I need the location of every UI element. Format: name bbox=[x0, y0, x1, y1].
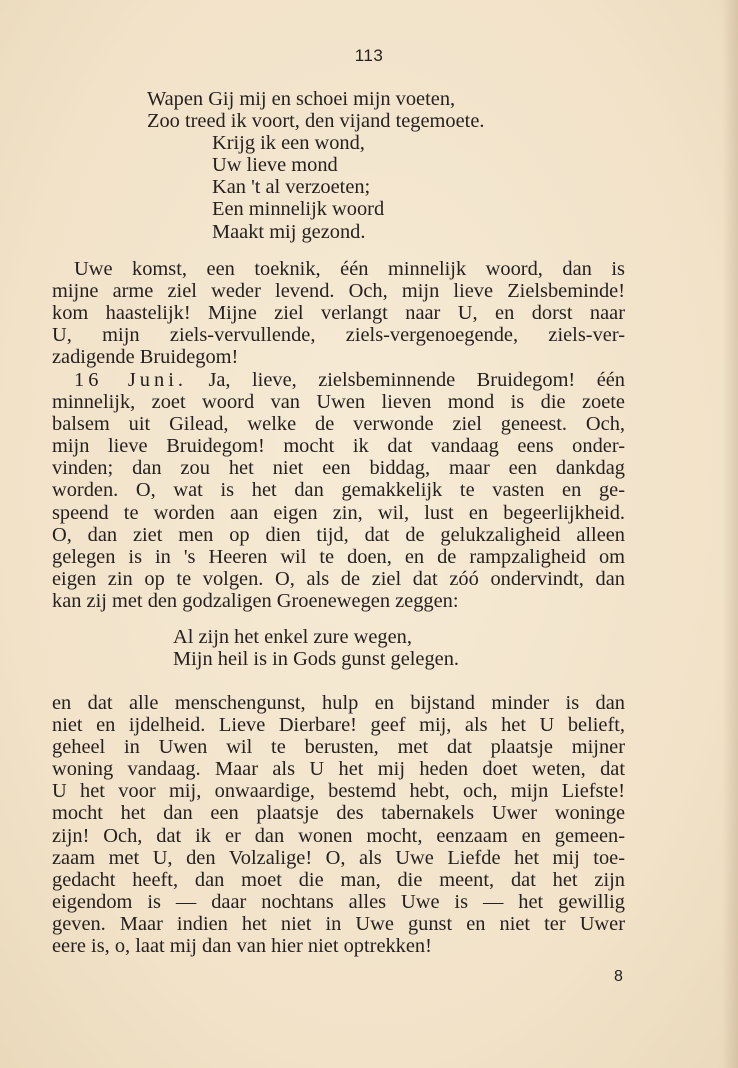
verse-line: Zoo treed ik voort, den vijand tegemoete. bbox=[147, 110, 485, 133]
text-line: woning vandaag. Maar als U het mij heden doet weten, dat bbox=[52, 758, 625, 781]
verse-line: Uw lieve mond bbox=[212, 154, 338, 177]
text-line: gedacht heeft, dan moet die man, die meent, dat het zijn bbox=[52, 868, 625, 891]
verse-line: Mijn heil is in Gods gunst gelegen. bbox=[173, 648, 460, 671]
text-line: speend te worden aan eigen zin, wil, lust en begeerlijkheid. bbox=[52, 501, 625, 524]
text-fragment: Ja, lieve, zielsbeminnende Bruidegom! één bbox=[208, 369, 625, 391]
text-line: Uwe komst, een toeknik, één minnelijk woord, dan is bbox=[74, 258, 625, 280]
text-line: zadigende Bruidegom! bbox=[52, 346, 239, 369]
verse-2 bbox=[173, 626, 459, 670]
verse-line: Een minnelijk woord bbox=[212, 198, 385, 221]
text-line: worden. O, wat is het dan gemakkelijk te vasten en ge- bbox=[52, 479, 625, 502]
text-line: balsem uit Gilead, welke de verwonde ziel geneest. Och, bbox=[52, 413, 625, 436]
verse-line: Krijg ik een wond, bbox=[212, 132, 365, 155]
verse-line: Kan 't al verzoeten; bbox=[212, 176, 371, 199]
text-line bbox=[52, 369, 625, 391]
printer-signature-mark: 8 bbox=[614, 968, 623, 985]
verse-line: Al zijn het enkel zure wegen, bbox=[173, 626, 412, 648]
text-line: mijne arme ziel weder levend. Och, mijn lieve Zielsbeminde! bbox=[52, 280, 625, 303]
text-line: minnelijk, zoet woord van Uwen lieven mond is die zoete bbox=[52, 391, 625, 414]
text-line: gelegen is in 's Heeren wil te doen, en de rampzaligheid om bbox=[52, 545, 625, 568]
text-line: kan zij met den godzaligen Groenewegen zeggen: bbox=[52, 589, 459, 612]
text-line: niet en ijdelheid. Lieve Dierbare! geef mij, als het U belieft, bbox=[52, 714, 625, 737]
text-line: zaam met U, den Volzalige! O, als Uwe Liefde het mij toe- bbox=[52, 846, 625, 869]
paragraph-3 bbox=[52, 692, 625, 957]
paragraph-1 bbox=[52, 258, 625, 368]
text-line: eigen zin op te volgen. O, als de ziel dat zóó ondervindt, dan bbox=[52, 567, 625, 590]
text-line: zijn! Och, dat ik er dan wonen mocht, eenzaam en gemeen- bbox=[52, 824, 625, 847]
verse-line: Wapen Gij mij en schoei mijn voeten, bbox=[147, 88, 456, 110]
text-line: vinden; dan zou het niet een biddag, maar een dankdag bbox=[52, 457, 625, 480]
page-number: 113 bbox=[354, 46, 384, 65]
text-line: mocht het dan een plaatsje des tabernakels Uwer woninge bbox=[52, 802, 625, 825]
text-line: geven. Maar indien het niet in Uwe gunst en niet ter Uwer bbox=[52, 912, 625, 935]
text-line: eigendom is — daar nochtans alles Uwe is — het gewillig bbox=[52, 890, 625, 913]
text-line: O, dan ziet men op dien tijd, dat de gelukzaligheid alleen bbox=[52, 523, 625, 546]
paragraph-2 bbox=[52, 369, 625, 612]
text-line: U, mijn ziels-vervullende, ziels-vergenoegende, ziels-ver- bbox=[52, 324, 625, 347]
diary-date: 16 Juni. bbox=[74, 369, 187, 391]
text-line: kom haastelijk! Mijne ziel verlangt naar U, en dorst naar bbox=[52, 302, 625, 325]
text-line: eere is, o, laat mij dan van hier niet optrekken! bbox=[52, 935, 432, 958]
text-line: en dat alle menschengunst, hulp en bijstand minder is dan bbox=[52, 692, 625, 714]
text-line: U het voor mij, onwaardige, bestemd hebt, och, mijn Liefste! bbox=[52, 780, 625, 803]
text-line: geheel in Uwen wil te berusten, met dat plaatsje mijner bbox=[52, 736, 625, 759]
text-line: mijn lieve Bruidegom! mocht ik dat vandaag eens onder- bbox=[52, 435, 625, 458]
verse-1 bbox=[0, 88, 738, 243]
verse-line: Maakt mij gezond. bbox=[212, 220, 366, 243]
